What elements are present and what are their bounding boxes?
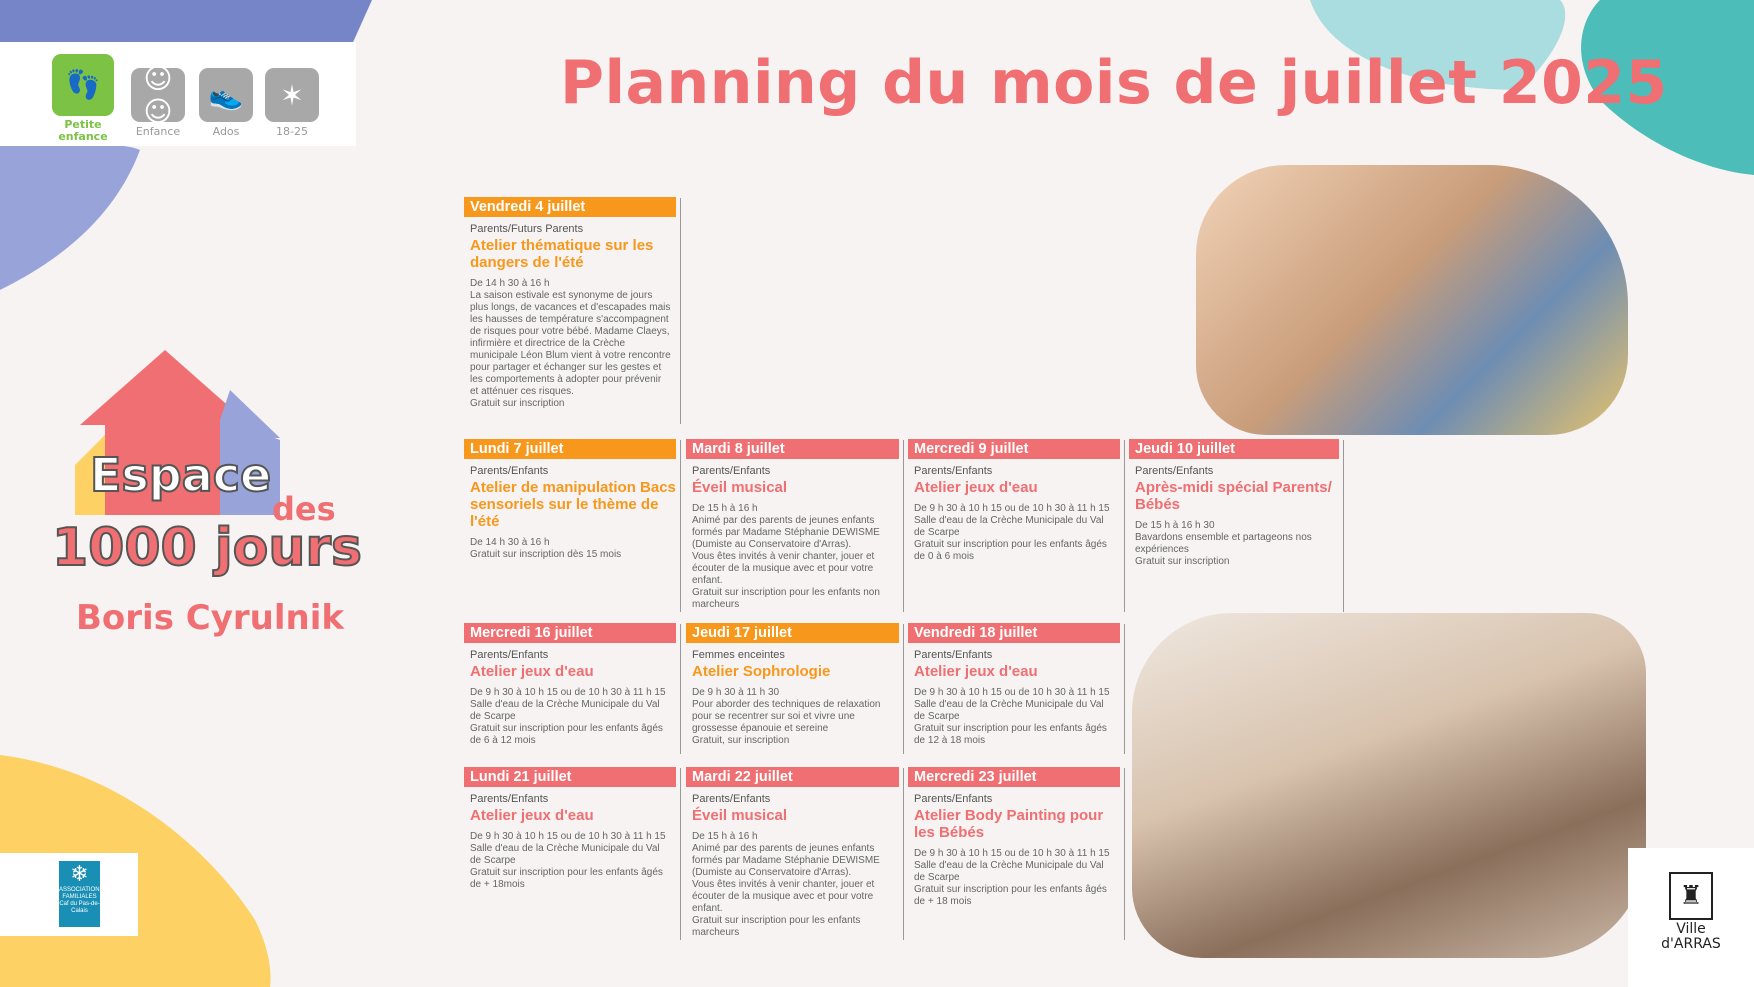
event-card	[686, 623, 899, 747]
event-date: Mercredi 16 juillet	[464, 623, 676, 643]
photo-baby-with-pacifier	[1196, 165, 1628, 435]
event-name: Atelier de manipulation Bacs sensoriels sur le thème de l'été	[470, 479, 676, 530]
event-name: Éveil musical	[692, 479, 788, 496]
event-name: Éveil musical	[692, 807, 788, 824]
category-label: Enfance	[135, 125, 181, 138]
logo-des: des	[272, 490, 336, 528]
event-card	[464, 767, 676, 891]
event-description: De 14 h 30 à 16 h Gratuit sur inscription dès 15 mois	[470, 537, 622, 560]
event-date: Lundi 21 juillet	[464, 767, 676, 787]
event-description: De 9 h 30 à 10 h 15 ou de 10 h 30 à 11 h 15 Salle d'eau de la Crèche Municipale du Val de Scarpe Gratuit sur inscription pour les enfants âgés de 6 à 12 mois	[470, 687, 666, 746]
feet-icon: 👣	[52, 54, 114, 116]
event-card	[464, 439, 676, 561]
category-label: Ados	[212, 125, 240, 138]
logo-espace: Espace	[90, 448, 272, 502]
logo-boris-cyrulnik: Boris Cyrulnik	[76, 598, 344, 638]
event-date: Mardi 8 juillet	[686, 439, 899, 459]
event-audience: Parents/Enfants	[470, 465, 549, 477]
event-description: De 9 h 30 à 11 h 30 Pour aborder des techniques de relaxation pour se recentrer sur soi et vivre une grossesse épanouie et sereine Gratuit, sur inscription	[692, 687, 881, 746]
event-description: De 9 h 30 à 10 h 15 ou de 10 h 30 à 11 h 15 Salle d'eau de la Crèche Municipale du Val de Scarpe Gratuit sur inscription pour les enfants âgés de 0 à 6 mois	[914, 503, 1110, 562]
category-18-25[interactable]	[264, 68, 320, 138]
espace-1000-jours-logo	[40, 350, 380, 650]
caf-label: ASSOCIATIONS FAMILIALES Caf du Pas-de-Calais	[59, 887, 104, 914]
event-card	[686, 767, 899, 939]
event-date: Vendredi 4 juillet	[464, 197, 676, 217]
event-date: Vendredi 18 juillet	[908, 623, 1120, 643]
event-name: Atelier jeux d'eau	[914, 663, 1038, 680]
event-description: De 9 h 30 à 10 h 15 ou de 10 h 30 à 11 h 15 Salle d'eau de la Crèche Municipale du Val de Scarpe Gratuit sur inscription pour les enfants âgés de + 18mois	[470, 831, 666, 890]
event-card	[908, 623, 1120, 747]
event-card	[686, 439, 899, 611]
event-audience: Parents/Enfants	[692, 465, 771, 477]
event-audience: Parents/Enfants	[470, 649, 549, 661]
event-name: Atelier Body Painting pour les Bébés	[914, 807, 1104, 841]
event-card	[908, 767, 1120, 908]
event-date: Jeudi 17 juillet	[686, 623, 899, 643]
event-description: De 15 h à 16 h Animé par des parents de jeunes enfants formés par Madame Stéphanie DEWISME (Dumiste au Conservatoire d'Arras). Vous êtes invités à venir chanter, jouer et écouter de la musique avec et pour votre enfant. Gratuit sur inscription pour les enfants non marcheurs	[692, 503, 880, 610]
event-date: Mercredi 23 juillet	[908, 767, 1120, 787]
event-name: Après-midi spécial Parents/ Bébés	[1135, 479, 1332, 513]
event-audience: Parents/Futurs Parents	[470, 223, 584, 235]
category-petite-enfance[interactable]	[51, 54, 115, 143]
event-date: Mardi 22 juillet	[686, 767, 899, 787]
event-description: De 15 h à 16 h 30 Bavardons ensemble et partageons nos expériences Gratuit sur inscription	[1135, 520, 1312, 567]
caf-badge	[59, 861, 104, 927]
logo-1000-jours: 1000 jours	[52, 518, 362, 578]
category-ados[interactable]	[198, 68, 254, 138]
event-audience: Parents/Enfants	[692, 793, 771, 805]
event-description: De 9 h 30 à 10 h 15 ou de 10 h 30 à 11 h 15 Salle d'eau de la Crèche Municipale du Val de Scarpe Gratuit sur inscription pour les enfants âgés de 12 à 18 mois	[914, 687, 1110, 746]
event-name: Atelier jeux d'eau	[470, 663, 594, 680]
ville-arras-logo	[1628, 848, 1754, 987]
children-faces-icon: ☺☺	[131, 68, 185, 122]
event-description: De 9 h 30 à 10 h 15 ou de 10 h 30 à 11 h 15 Salle d'eau de la Crèche Municipale du Val de Scarpe Gratuit sur inscription pour les enfants âgés de + 18 mois	[914, 848, 1110, 907]
event-audience: Parents/Enfants	[914, 649, 993, 661]
event-name: Atelier Sophrologie	[692, 663, 831, 680]
event-audience: Parents/Enfants	[914, 793, 993, 805]
event-audience: Femmes enceintes	[692, 649, 785, 661]
event-date: Mercredi 9 juillet	[908, 439, 1120, 459]
people-jumping-icon: ✶	[265, 68, 319, 122]
event-card	[908, 439, 1120, 563]
category-label: 18-25	[276, 125, 308, 138]
event-audience: Parents/Enfants	[914, 465, 993, 477]
event-card	[464, 623, 676, 747]
event-name: Atelier jeux d'eau	[470, 807, 594, 824]
event-name: Atelier jeux d'eau	[914, 479, 1038, 496]
snowflake-icon: ❄	[70, 861, 89, 886]
category-label: Petite enfance	[58, 118, 108, 143]
event-date: Jeudi 10 juillet	[1129, 439, 1339, 459]
page-title: Planning du mois de juillet 2025	[560, 48, 1668, 118]
category-enfance[interactable]	[128, 62, 188, 138]
caf-logo	[0, 853, 138, 936]
event-date: Lundi 7 juillet	[464, 439, 676, 459]
photo-family-playing	[1132, 613, 1646, 958]
event-description: De 14 h 30 à 16 h La saison estivale est synonyme de jours plus longs, de vacances et d'escapades mais les hausses de température s'accompagnent de risques pour votre bébé. Madame Claeys, infirmière et directrice de la Crèche municipale Léon Blum vient à votre rencontre pour partager et échanger sur les gestes et les comportements à adopter pour prévenir et atténuer ces risques. Gratuit sur inscription	[470, 278, 671, 409]
event-card	[464, 197, 676, 410]
event-audience: Parents/Enfants	[470, 793, 549, 805]
event-description: De 15 h à 16 h Animé par des parents de jeunes enfants formés par Madame Stéphanie DEWISME (Dumiste au Conservatoire d'Arras). Vous êtes invités à venir chanter, jouer et écouter de la musique avec et pour votre enfant. Gratuit sur inscription pour les enfants marcheurs	[692, 831, 880, 938]
arras-rat-icon: ♜	[1669, 872, 1713, 920]
sneaker-icon: 👟	[199, 68, 253, 122]
event-name: Atelier thématique sur les dangers de l'été	[470, 237, 654, 271]
arras-label: Ville d'ARRAS	[1661, 921, 1721, 952]
event-audience: Parents/Enfants	[1135, 465, 1214, 477]
event-card	[1129, 439, 1339, 568]
